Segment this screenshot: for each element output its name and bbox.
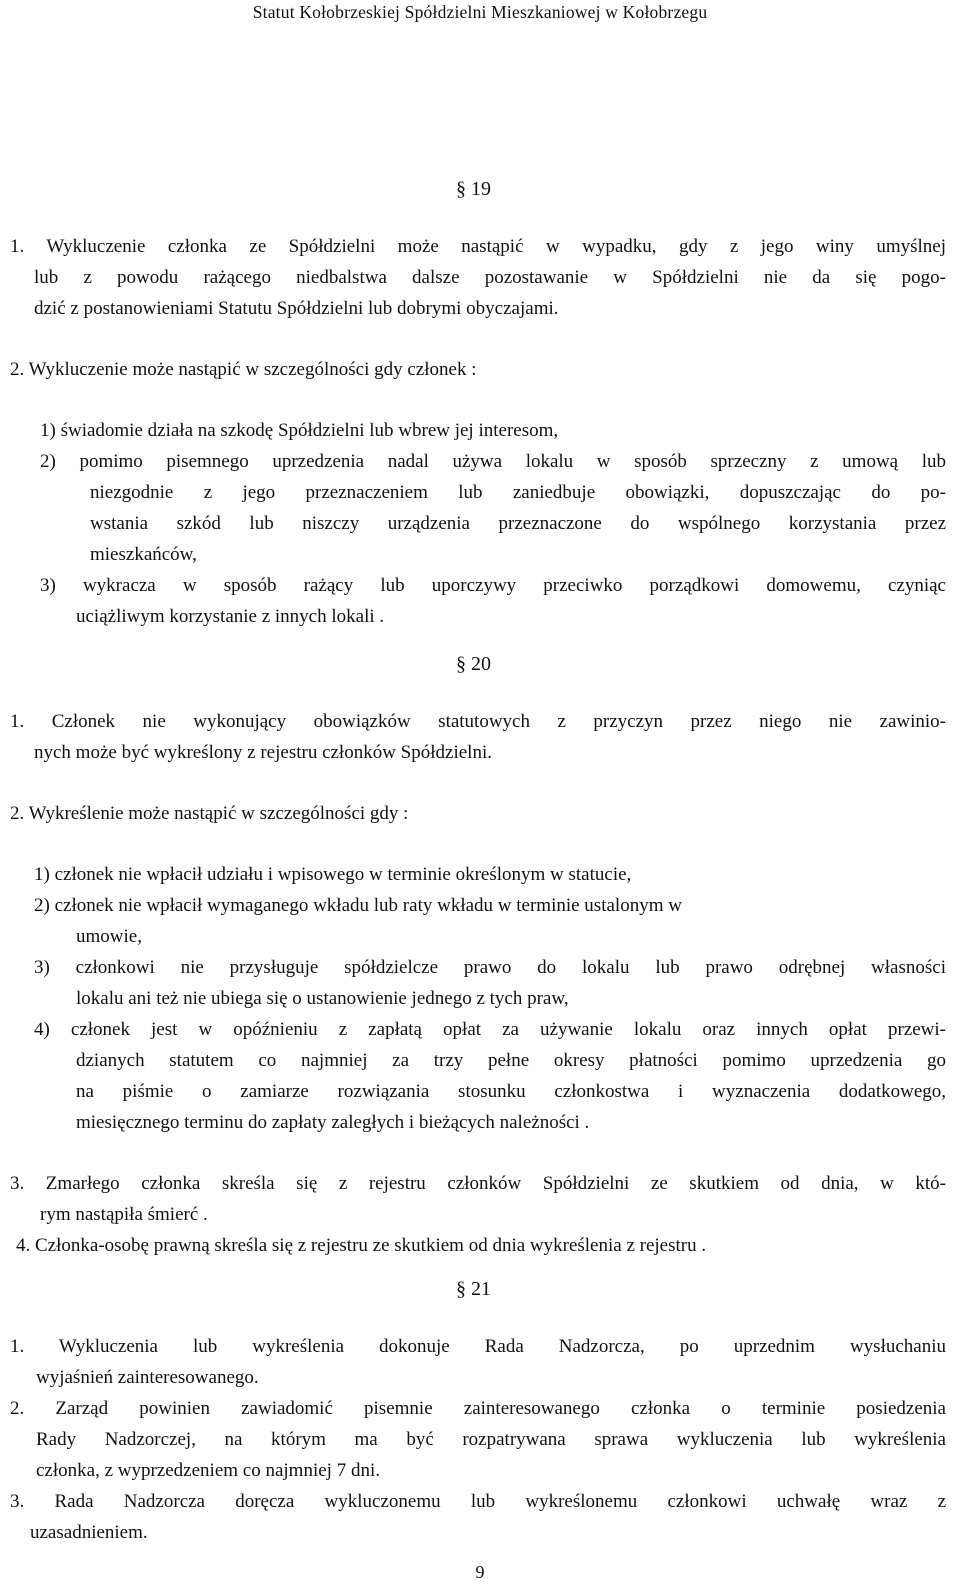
page-header: Statut Kołobrzeskiej Spółdzielni Mieszkaniowej w Kołobrzegu	[252, 2, 708, 22]
list-item-line: niezgodnie z jego przeznaczeniem lub zaniedbuje obowiązki, dopuszczając do po-	[90, 482, 946, 503]
paragraph-line: lub z powodu rażącego niedbalstwa dalsze pozostawanie w Spółdzielni nie da się pogo-	[34, 267, 946, 288]
list-item-line: 3) członkowi nie przysługuje spółdzielcze prawo do lokalu lub prawo odrębnej własności	[34, 957, 946, 978]
paragraph-line: 2. Wykreślenie może nastąpić w szczególności gdy :	[10, 803, 409, 824]
list-item-line: 3) wykracza w sposób rażący lub uporczywy przeciwko porządkowi domowemu, czyniąc	[40, 575, 946, 596]
list-item-line: uciążliwym korzystanie z innych lokali .	[76, 606, 385, 627]
paragraph-line: 3. Zmarłego członka skreśla się z rejestru członków Spółdzielni ze skutkiem od dnia, w któ-	[10, 1173, 946, 1194]
list-item-line: 2) pomimo pisemnego uprzedzenia nadal używa lokalu w sposób sprzeczny z umową lub	[40, 451, 946, 472]
list-item-line: na piśmie o zamiarze rozwiązania stosunku członkostwa i wyznaczenia dodatkowego,	[76, 1081, 946, 1102]
paragraph-line: członka, z wyprzedzeniem co najmniej 7 dni.	[36, 1460, 380, 1481]
paragraph-line: 4. Członka-osobę prawną skreśla się z rejestru ze skutkiem od dnia wykreślenia z rejestru .	[16, 1235, 707, 1256]
list-item-line: umowie,	[76, 926, 142, 947]
paragraph-line: 2. Wykluczenie może nastąpić w szczególności gdy członek :	[10, 359, 477, 380]
paragraph-line: wyjaśnień zainteresowanego.	[36, 1367, 259, 1388]
paragraph-line: nych może być wykreślony z rejestru członków Spółdzielni.	[34, 742, 492, 763]
paragraph-line: 1. Wykluczenia lub wykreślenia dokonuje Rada Nadzorcza, po uprzednim wysłuchaniu	[10, 1336, 946, 1357]
page-number: 9	[475, 1562, 485, 1582]
paragraph-line: uzasadnieniem.	[30, 1522, 148, 1543]
list-item-line: lokalu ani też nie ubiega się o ustanowienie jednego z tych praw,	[76, 988, 569, 1009]
list-item-line: 1) członek nie wpłacił udziału i wpisowego w terminie określonym w statucie,	[34, 864, 632, 885]
paragraph-line: rym nastąpiła śmierć .	[40, 1204, 208, 1225]
list-item-line: 4) członek jest w opóźnieniu z zapłatą opłat za używanie lokalu oraz innych opłat przewi-	[34, 1019, 946, 1040]
list-item-line: miesięcznego terminu do zapłaty zaległych i bieżących należności .	[76, 1112, 590, 1133]
section-heading: § 20	[456, 653, 491, 675]
paragraph-line: 2. Zarząd powinien zawiadomić pisemnie zainteresowanego członka o terminie posiedzenia	[10, 1398, 946, 1419]
list-item-line: wstania szkód lub niszczy urządzenia przeznaczone do wspólnego korzystania przez	[90, 513, 946, 534]
list-item-line: dzianych statutem co najmniej za trzy pełne okresy płatności pomimo uprzedzenia go	[76, 1050, 946, 1071]
list-item-line: 1) świadomie działa na szkodę Spółdzielni lub wbrew jej interesom,	[40, 420, 559, 441]
paragraph-line: dzić z postanowieniami Statutu Spółdzielni lub dobrymi obyczajami.	[34, 298, 559, 319]
section-heading: § 19	[456, 178, 491, 200]
list-item-line: 2) członek nie wpłacił wymaganego wkładu lub raty wkładu w terminie ustalonym w	[34, 895, 682, 916]
section-heading: § 21	[456, 1278, 491, 1300]
list-item-line: mieszkańców,	[90, 544, 197, 565]
paragraph-line: 1. Wykluczenie członka ze Spółdzielni może nastąpić w wypadku, gdy z jego winy umyślnej	[10, 236, 946, 257]
paragraph-line: 1. Członek nie wykonujący obowiązków statutowych z przyczyn przez niego nie zawinio-	[10, 711, 946, 732]
paragraph-line: 3. Rada Nadzorcza doręcza wykluczonemu lub wykreślonemu członkowi uchwałę wraz z	[10, 1491, 946, 1512]
paragraph-line: Rady Nadzorczej, na którym ma być rozpatrywana sprawa wykluczenia lub wykreślenia	[36, 1429, 946, 1450]
